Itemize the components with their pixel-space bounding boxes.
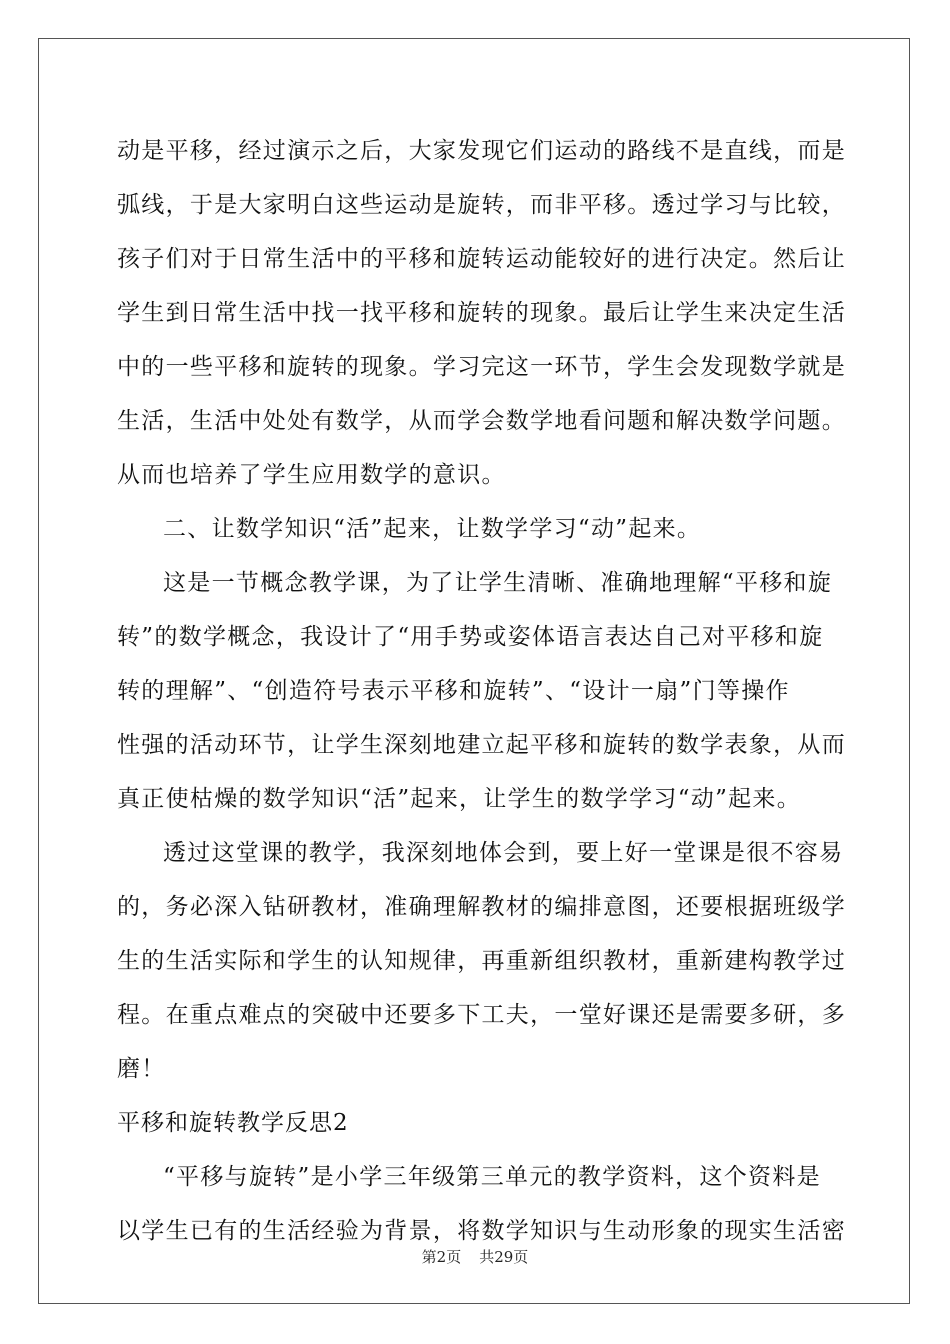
text-line: 从而也培养了学生应用数学的意识。 [117,462,506,488]
text-line: 转”的数学概念，我设计了“用手势或姿体语言表达自己对平移和旋 [117,624,824,650]
text-line: 以学生已有的生活经验为背景，将数学知识与生动形象的现实生活密 [117,1218,846,1244]
page-total: 共29页 [479,1248,529,1266]
document-title: 平移和旋转教学反思2 [117,1110,349,1136]
text-line: 性强的活动环节，让学生深刻地建立起平移和旋转的数学表象，从而 [117,732,846,758]
document-body [117,128,846,1262]
text-line: 真正使枯燥的数学知识“活”起来，让学生的数学学习“动”起来。 [117,786,802,812]
text-line: 生的生活实际和学生的认知规律，再重新组织教材，重新建构教学过 [117,948,846,974]
text-line: “平移与旋转”是小学三年级第三单元的教学资料，这个资料是 [163,1164,821,1190]
text-line: 转的理解”、“创造符号表示平移和旋转”、“设计一扇”门等操作 [117,678,790,704]
text-line: 这是一节概念教学课，为了让学生清晰、准确地理解“平移和旋 [163,570,833,596]
text-line: 中的一些平移和旋转的现象。学习完这一环节，学生会发现数学就是 [117,354,846,380]
text-line: 程。在重点难点的突破中还要多下工夫，一堂好课还是需要多研，多 [117,1002,846,1028]
text-line: 生活，生活中处处有数学，从而学会数学地看问题和解决数学问题。 [117,408,846,434]
page-number: 第2页 [421,1248,462,1266]
page-footer [0,1247,950,1267]
section-heading: 二、让数学知识“活”起来，让数学学习“动”起来。 [163,516,702,542]
text-line: 动是平移，经过演示之后，大家发现它们运动的路线不是直线，而是 [117,138,846,164]
text-line: 透过这堂课的教学，我深刻地体会到，要上好一堂课是很不容易 [163,840,844,866]
text-line: 学生到日常生活中找一找平移和旋转的现象。最后让学生来决定生活 [117,300,846,326]
text-line: 弧线，于是大家明白这些运动是旋转，而非平移。透过学习与比较， [117,192,846,218]
text-line: 磨！ [117,1056,166,1082]
text-line: 的，务必深入钻研教材，准确理解教材的编排意图，还要根据班级学 [117,894,846,920]
text-line: 孩子们对于日常生活中的平移和旋转运动能较好的进行决定。然后让 [117,246,846,272]
